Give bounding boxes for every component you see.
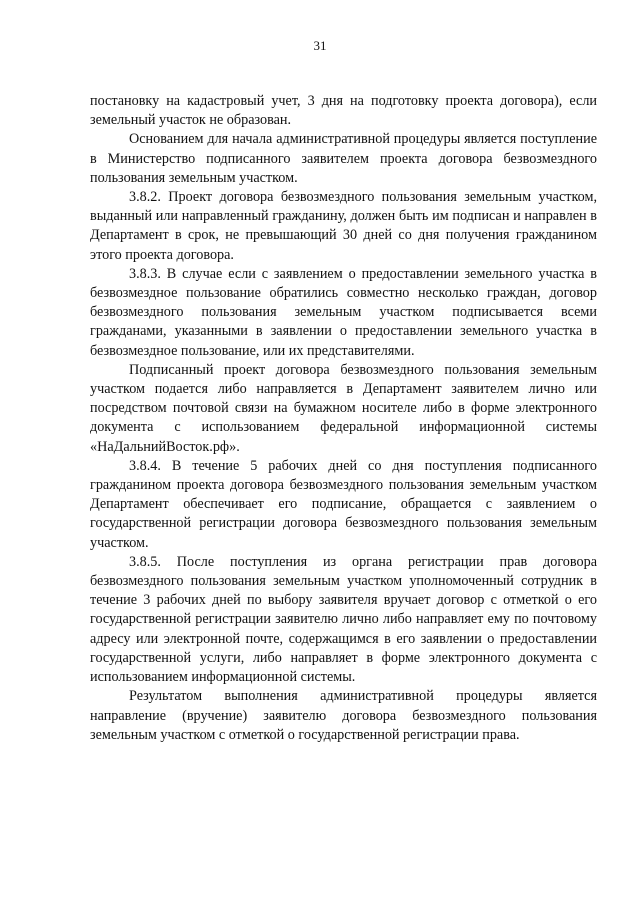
paragraph-basis: Основанием для начала административной процедуры является поступление в Министерство подписанного заявителем проекта договора безвозмездного пользования земельным участком. [90, 131, 597, 186]
paragraph-signed-draft: Подписанный проект договора безвозмездного пользования земельным участком подается либо направляется в Департамент заявителем лично или посредством почтовой связи на бумажном носителе либо в форме электронного документа с использованием федеральной информационной системы «НаДальнийВосток.рф». [90, 361, 597, 455]
paragraph-continuation: постановку на кадастровый учет, 3 дня на подготовку проекта договора), если земельный участок не образован. [90, 93, 597, 129]
paragraph-result: Результатом выполнения административной процедуры является направление (вручение) заявителю договора безвозмездного пользования земельным участком с отметкой о государственной регистрации права. [90, 688, 597, 743]
page-number: 31 [313, 38, 327, 53]
paragraph-3-8-3: 3.8.3. В случае если с заявлением о предоставлении земельного участка в безвозмездное пользование обратились совместно несколько граждан, договор безвозмездного пользования земельным участком подписывается всеми гражданами, указанными в заявлении о предоставлении земельного участка в безвозмездное пользование, или их представителями. [90, 265, 597, 359]
paragraph-3-8-2: 3.8.2. Проект договора безвозмездного пользования земельным участком, выданный или направленный гражданину, должен быть им подписан и направлен в Департамент в срок, не превышающий 30 дней со дня получения гражданином этого проекта договора. [90, 189, 597, 263]
document-body [90, 92, 597, 745]
paragraph-3-8-4: 3.8.4. В течение 5 рабочих дней со дня поступления подписанного гражданином проекта договора безвозмездного пользования земельным участком Департамент обеспечивает его подписание, обращается с заявлением о государственной регистрации договора безвозмездного пользования земельным участком. [90, 457, 597, 551]
paragraph-3-8-5: 3.8.5. После поступления из органа регистрации прав договора безвозмездного пользования земельным участком уполномоченный сотрудник в течение 3 рабочих дней по выбору заявителя вручает договор с отметкой о его государственной регистрации заявителю лично либо направляет ему по почтовому адресу или электронной почте, содержащимся в его заявлении о предоставлении государственной услуги, либо направляет в форме электронного документа с использованием информационной системы. [90, 553, 597, 686]
